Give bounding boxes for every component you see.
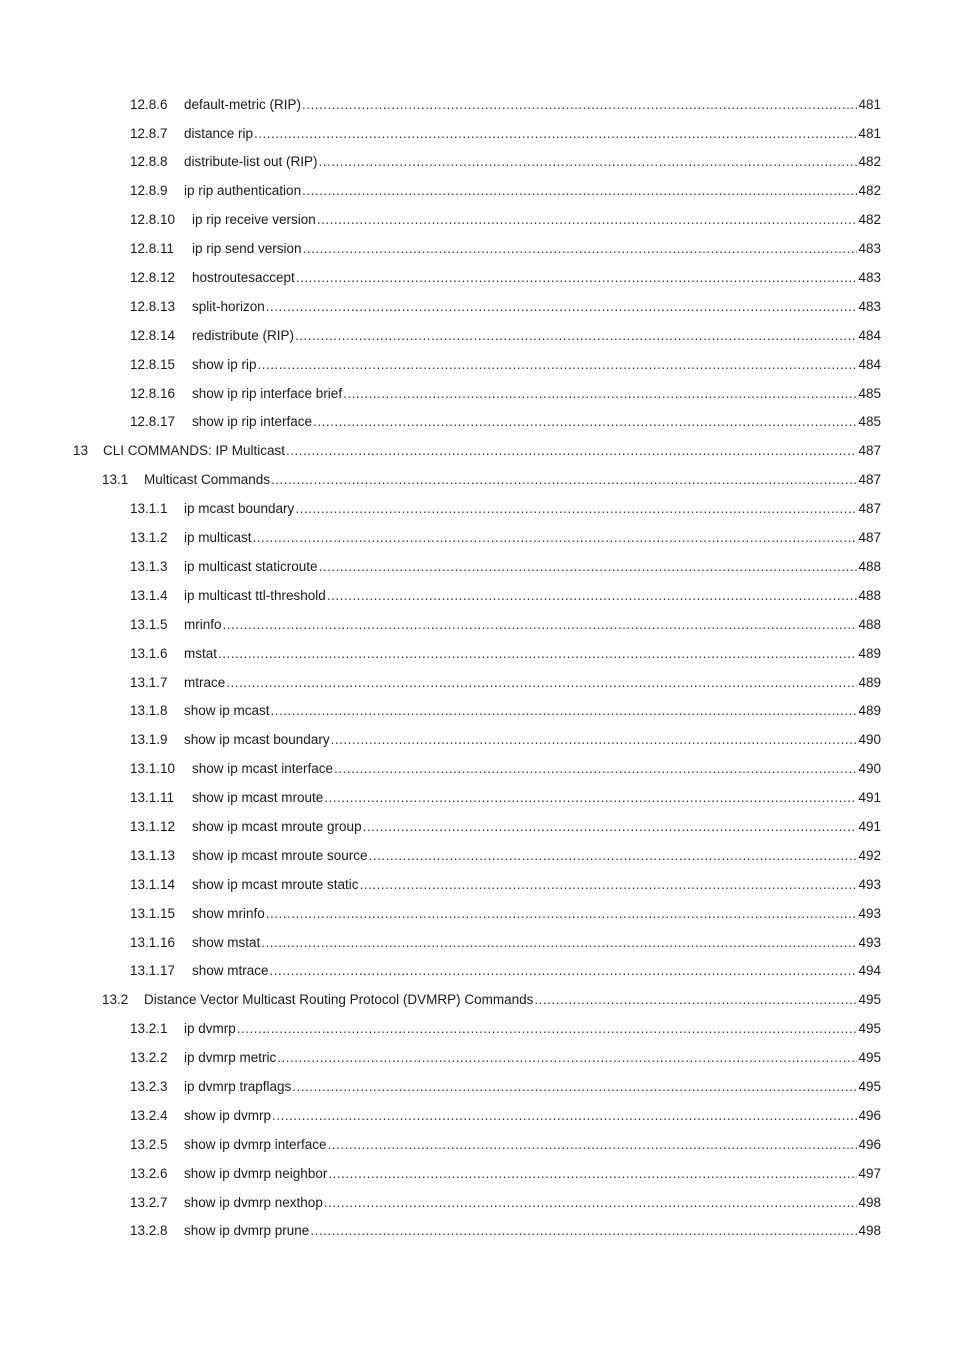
toc-entry-13-1-1[interactable] <box>0 494 954 523</box>
section-title: distribute-list out (RIP) <box>184 154 318 170</box>
toc-entry-12-8-9[interactable] <box>0 177 954 206</box>
page-number: 484 <box>858 327 881 343</box>
page-number: 482 <box>858 212 881 228</box>
section-title: ip multicast ttl-threshold <box>184 587 326 603</box>
section-title: show ip rip interface <box>192 414 313 430</box>
section-number: 13.2.4 <box>130 1107 168 1123</box>
section-number: 13.1.1 <box>130 501 168 517</box>
toc-entry-12-8-16[interactable] <box>0 379 954 408</box>
page-number: 481 <box>858 96 881 112</box>
section-title: ip rip authentication <box>184 183 302 199</box>
section-number: 13.1.17 <box>130 963 176 979</box>
section-title: show ip dvmrp <box>184 1107 272 1123</box>
section-number: 13.1.10 <box>130 761 176 777</box>
section-title: Distance Vector Multicast Routing Protocol (DVMRP) Commands <box>144 992 534 1008</box>
toc-entry-12-8-12[interactable] <box>0 263 954 292</box>
page-number: 485 <box>858 414 881 430</box>
toc-entry-13[interactable] <box>0 437 954 466</box>
page-number: 492 <box>858 847 881 863</box>
dot-leader <box>343 387 857 401</box>
toc-entry-13-1-3[interactable] <box>0 552 954 581</box>
section-number: 12.8.10 <box>130 212 176 228</box>
section-title: split-horizon <box>192 298 265 314</box>
dot-leader <box>266 300 858 314</box>
section-title: ip rip send version <box>192 241 302 257</box>
section-title: ip dvmrp trapflags <box>184 1078 292 1094</box>
section-title: ip multicast <box>184 530 252 546</box>
toc-entry-13-2-8[interactable] <box>0 1217 954 1246</box>
dot-leader <box>324 791 857 805</box>
toc-entry-13-2-3[interactable] <box>0 1072 954 1101</box>
section-number: 13.1.16 <box>130 934 176 950</box>
section-title: show mtrace <box>192 963 269 979</box>
toc-entry-12-8-15[interactable] <box>0 350 954 379</box>
section-title: show ip rip <box>192 356 257 372</box>
toc-entry-13-1-10[interactable] <box>0 754 954 783</box>
dot-leader <box>303 242 858 256</box>
dot-leader <box>328 1167 857 1181</box>
page-number: 496 <box>858 1136 881 1152</box>
toc-entry-13-2-1[interactable] <box>0 1015 954 1044</box>
dot-leader <box>261 936 857 950</box>
page-number: 483 <box>858 270 881 286</box>
toc-entry-13-1-8[interactable] <box>0 697 954 726</box>
section-title: mstat <box>184 645 218 661</box>
toc-entry-12-8-11[interactable] <box>0 234 954 263</box>
dot-leader <box>258 358 858 372</box>
dot-leader <box>331 733 858 747</box>
toc-entry-13-1-2[interactable] <box>0 523 954 552</box>
section-title: hostroutesaccept <box>192 270 295 286</box>
dot-leader <box>319 155 858 169</box>
section-number: 13.2.1 <box>130 1021 168 1037</box>
page-number: 484 <box>858 356 881 372</box>
section-title: show ip mcast mroute group <box>192 818 362 834</box>
section-title: show ip mcast mroute <box>192 790 324 806</box>
section-title: ip multicast staticroute <box>184 558 318 574</box>
dot-leader <box>327 589 858 603</box>
section-number: 13.1.7 <box>130 674 168 690</box>
page-number: 491 <box>858 790 881 806</box>
section-number: 13.1.13 <box>130 847 176 863</box>
toc-entry-12-8-7[interactable] <box>0 119 954 148</box>
dot-leader <box>237 1022 858 1036</box>
section-number: 13.2 <box>102 992 129 1008</box>
toc-entry-13-1-12[interactable] <box>0 812 954 841</box>
section-title: show ip dvmrp nexthop <box>184 1194 323 1210</box>
section-title: ip rip receive version <box>192 212 316 228</box>
toc-entry-13-1-9[interactable] <box>0 726 954 755</box>
dot-leader <box>328 1138 858 1152</box>
section-number: 13.2.5 <box>130 1136 168 1152</box>
page-number: 488 <box>858 616 881 632</box>
page-number: 485 <box>858 385 881 401</box>
page-number: 491 <box>858 818 881 834</box>
page-number: 498 <box>858 1194 881 1210</box>
section-number: 13 <box>73 443 89 459</box>
section-title: show ip dvmrp prune <box>184 1223 310 1239</box>
section-number: 12.8.16 <box>130 385 176 401</box>
section-number: 13.1 <box>102 472 129 488</box>
dot-leader <box>313 415 857 429</box>
section-number: 13.2.3 <box>130 1078 168 1094</box>
section-title: show ip dvmrp interface <box>184 1136 327 1152</box>
toc-entry-13-2-6[interactable] <box>0 1159 954 1188</box>
page-number: 487 <box>858 501 881 517</box>
dot-leader <box>292 1080 857 1094</box>
page-number: 489 <box>858 674 881 690</box>
section-number: 12.8.7 <box>130 125 168 141</box>
section-title: ip mcast boundary <box>184 501 295 517</box>
section-number: 13.1.15 <box>130 905 176 921</box>
page-number: 495 <box>858 1078 881 1094</box>
dot-leader <box>296 271 858 285</box>
section-title: redistribute (RIP) <box>192 327 295 343</box>
section-title: CLI COMMANDS: IP Multicast <box>103 443 286 459</box>
toc-entry-13-1-15[interactable] <box>0 899 954 928</box>
page-number: 481 <box>858 125 881 141</box>
toc-entry-13-1-7[interactable] <box>0 668 954 697</box>
table-of-contents <box>0 90 954 1246</box>
dot-leader <box>270 964 858 978</box>
page-number: 489 <box>858 645 881 661</box>
toc-entry-12-8-6[interactable] <box>0 90 954 119</box>
page-number: 496 <box>858 1107 881 1123</box>
dot-leader <box>254 127 857 141</box>
toc-entry-13-2-2[interactable] <box>0 1043 954 1072</box>
dot-leader <box>334 762 857 776</box>
dot-leader <box>295 329 857 343</box>
section-number: 13.1.14 <box>130 876 176 892</box>
section-title: show ip dvmrp neighbor <box>184 1165 328 1181</box>
dot-leader <box>226 676 857 690</box>
toc-entry-13-2[interactable] <box>0 986 954 1015</box>
section-number: 13.1.2 <box>130 530 168 546</box>
section-title: show mrinfo <box>192 905 265 921</box>
section-title: Multicast Commands <box>144 472 271 488</box>
toc-entry-12-8-8[interactable] <box>0 148 954 177</box>
page-number: 493 <box>858 876 881 892</box>
page-number: 488 <box>858 558 881 574</box>
section-number: 12.8.17 <box>130 414 176 430</box>
page-number: 489 <box>858 703 881 719</box>
section-title: ip dvmrp metric <box>184 1050 277 1066</box>
toc-entry-12-8-14[interactable] <box>0 321 954 350</box>
section-title: show ip mcast interface <box>192 761 334 777</box>
section-title: show ip rip interface brief <box>192 385 343 401</box>
page-number: 487 <box>858 472 881 488</box>
section-title: ip dvmrp <box>184 1021 236 1037</box>
dot-leader <box>324 1196 858 1210</box>
toc-entry-13-2-7[interactable] <box>0 1188 954 1217</box>
section-number: 13.1.12 <box>130 818 176 834</box>
section-number: 13.2.8 <box>130 1223 168 1239</box>
page-number: 493 <box>858 934 881 950</box>
dot-leader <box>302 184 857 198</box>
section-title: default-metric (RIP) <box>184 96 302 112</box>
toc-entry-13-2-4[interactable] <box>0 1101 954 1130</box>
dot-leader <box>272 1109 857 1123</box>
section-number: 13.1.8 <box>130 703 168 719</box>
page-number: 490 <box>858 732 881 748</box>
section-number: 13.1.4 <box>130 587 168 603</box>
section-title: distance rip <box>184 125 254 141</box>
toc-entry-13-1-14[interactable] <box>0 870 954 899</box>
page-number: 483 <box>858 241 881 257</box>
section-title: mtrace <box>184 674 226 690</box>
section-title: show mstat <box>192 934 261 950</box>
dot-leader <box>266 907 858 921</box>
toc-entry-13-1-17[interactable] <box>0 957 954 986</box>
dot-leader <box>302 98 857 112</box>
section-number: 12.8.15 <box>130 356 176 372</box>
section-title: show ip mcast mroute source <box>192 847 368 863</box>
section-number: 13.1.6 <box>130 645 168 661</box>
toc-entry-12-8-10[interactable] <box>0 206 954 235</box>
toc-entry-12-8-17[interactable] <box>0 408 954 437</box>
dot-leader <box>286 444 857 458</box>
dot-leader <box>369 849 858 863</box>
toc-entry-13-1-11[interactable] <box>0 783 954 812</box>
dot-leader <box>271 704 858 718</box>
dot-leader <box>253 531 858 545</box>
section-number: 13.2.2 <box>130 1050 168 1066</box>
section-number: 13.1.3 <box>130 558 168 574</box>
section-number: 13.1.9 <box>130 732 168 748</box>
section-number: 12.8.13 <box>130 298 176 314</box>
section-number: 13.1.5 <box>130 616 168 632</box>
section-number: 13.2.6 <box>130 1165 168 1181</box>
section-number: 13.2.7 <box>130 1194 168 1210</box>
page-number: 495 <box>858 1021 881 1037</box>
toc-entry-13-1-4[interactable] <box>0 581 954 610</box>
dot-leader <box>363 820 858 834</box>
page-number: 488 <box>858 587 881 603</box>
page-number: 495 <box>858 992 881 1008</box>
section-number: 12.8.8 <box>130 154 168 170</box>
dot-leader <box>317 213 858 227</box>
section-title: show ip mcast boundary <box>184 732 330 748</box>
dot-leader <box>218 647 857 661</box>
page-number: 490 <box>858 761 881 777</box>
toc-entry-13-1-16[interactable] <box>0 928 954 957</box>
toc-entry-13-2-5[interactable] <box>0 1130 954 1159</box>
dot-leader <box>310 1224 857 1238</box>
page-number: 482 <box>858 154 881 170</box>
page-number: 493 <box>858 905 881 921</box>
section-number: 12.8.9 <box>130 183 168 199</box>
section-number: 12.8.11 <box>130 241 175 257</box>
dot-leader <box>295 502 857 516</box>
page-number: 487 <box>858 443 881 459</box>
dot-leader <box>277 1051 857 1065</box>
page-number: 495 <box>858 1050 881 1066</box>
section-number: 12.8.14 <box>130 327 176 343</box>
page-number: 497 <box>858 1165 881 1181</box>
section-number: 13.1.11 <box>130 790 175 806</box>
section-title: show ip mcast <box>184 703 270 719</box>
toc-entry-13-1[interactable] <box>0 466 954 495</box>
dot-leader <box>319 560 858 574</box>
page-number: 498 <box>858 1223 881 1239</box>
section-title: mrinfo <box>184 616 222 632</box>
toc-entry-13-1-6[interactable] <box>0 639 954 668</box>
section-title: show ip mcast mroute static <box>192 876 359 892</box>
toc-entry-13-1-13[interactable] <box>0 841 954 870</box>
dot-leader <box>360 878 858 892</box>
toc-entry-12-8-13[interactable] <box>0 292 954 321</box>
page-number: 494 <box>858 963 881 979</box>
page-number: 483 <box>858 298 881 314</box>
dot-leader <box>534 993 857 1007</box>
section-number: 12.8.6 <box>130 96 168 112</box>
section-number: 12.8.12 <box>130 270 176 286</box>
page-number: 482 <box>858 183 881 199</box>
dot-leader <box>271 473 857 487</box>
page-number: 487 <box>858 530 881 546</box>
toc-entry-13-1-5[interactable] <box>0 610 954 639</box>
dot-leader <box>223 618 858 632</box>
